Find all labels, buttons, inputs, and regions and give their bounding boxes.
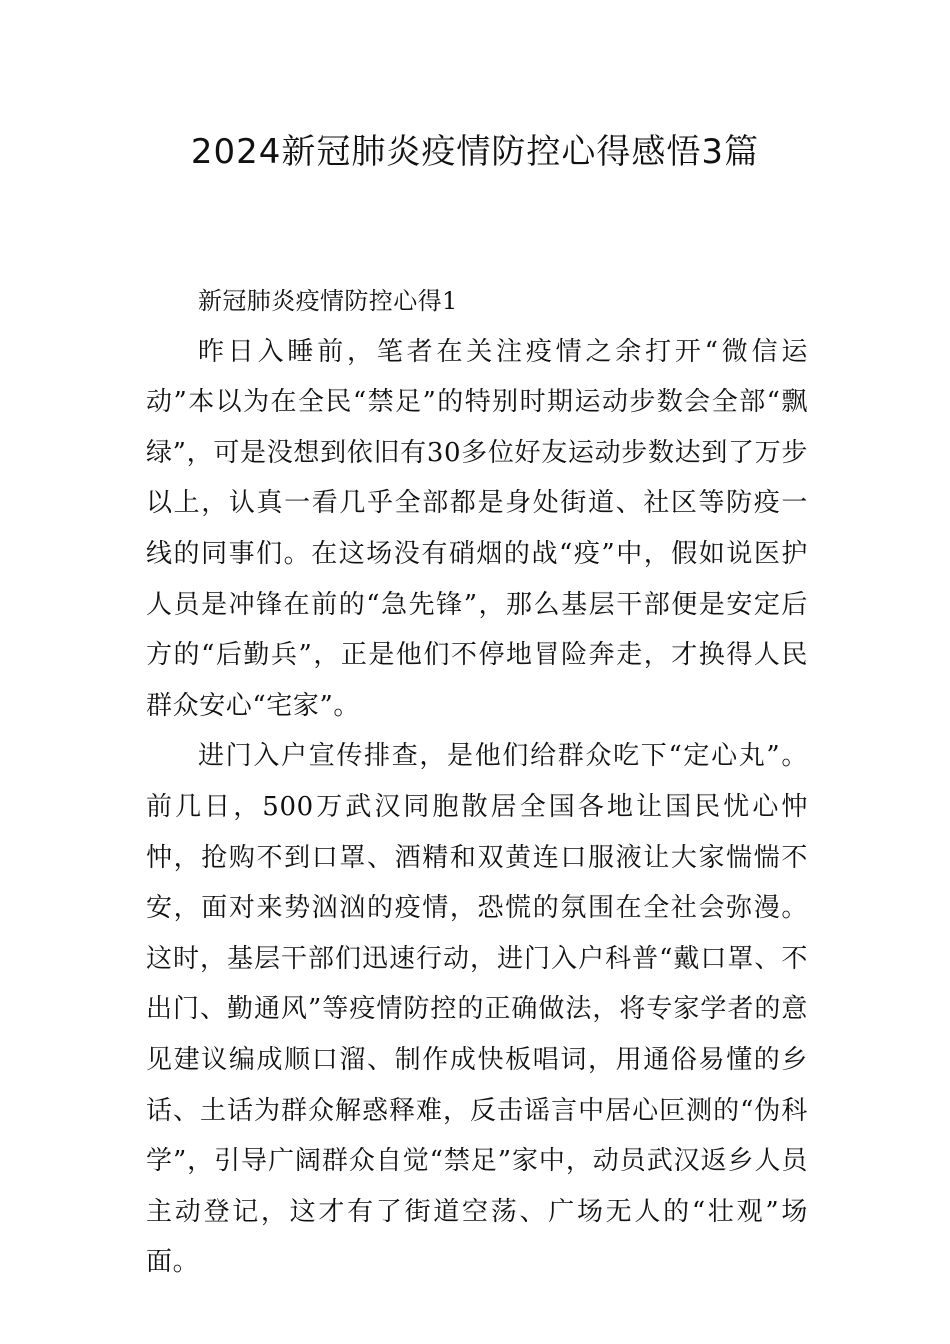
section-heading: 新冠肺炎疫情防控心得1 <box>198 287 458 315</box>
body-paragraph: 昨日入睡前，笔者在关注疫情之余打开“微信运动”本以为在全民“禁足”的特别时期运动步数会全部“飘绿”，可是没想到依旧有30多位好友运动步数达到了万步以上，认真一看几乎全部都是身处街道、社区等防疫一线的同事们。在这场没有硝烟的战“疫”中，假如说医护人员是冲锋在前的“急先锋”，那么基层干部便是安定后方的“后勤兵”，正是他们不停地冒险奔走，才换得人民群众安心“宅家”。 <box>146 336 808 721</box>
body-paragraph: 进门入户宣传排查，是他们给群众吃下“定心丸”。前几日，500万武汉同胞散居全国各地让国民忧心忡忡，抢购不到口罩、酒精和双黄连口服液让大家惴惴不安，面对来势汹汹的疫情，恐慌的氛围在全社会弥漫。这时，基层干部们迅速行动，进门入户科普“戴口罩、不出门、勤通风”等疫情防控的正确做法，将专家学者的意见建议编成顺口溜、制作成快板唱词，用通俗易懂的乡话、土话为群众解惑释难，反击谣言中居心叵测的“伪科学”，引导广阔群众自觉“禁足”家中，动员武汉返乡人员主动登记，这才有了街道空荡、广场无人的“壮观”场面。 <box>146 741 808 1278</box>
document-body <box>146 276 808 1288</box>
document-title: 2024新冠肺炎疫情防控心得感悟3篇 <box>190 132 760 172</box>
